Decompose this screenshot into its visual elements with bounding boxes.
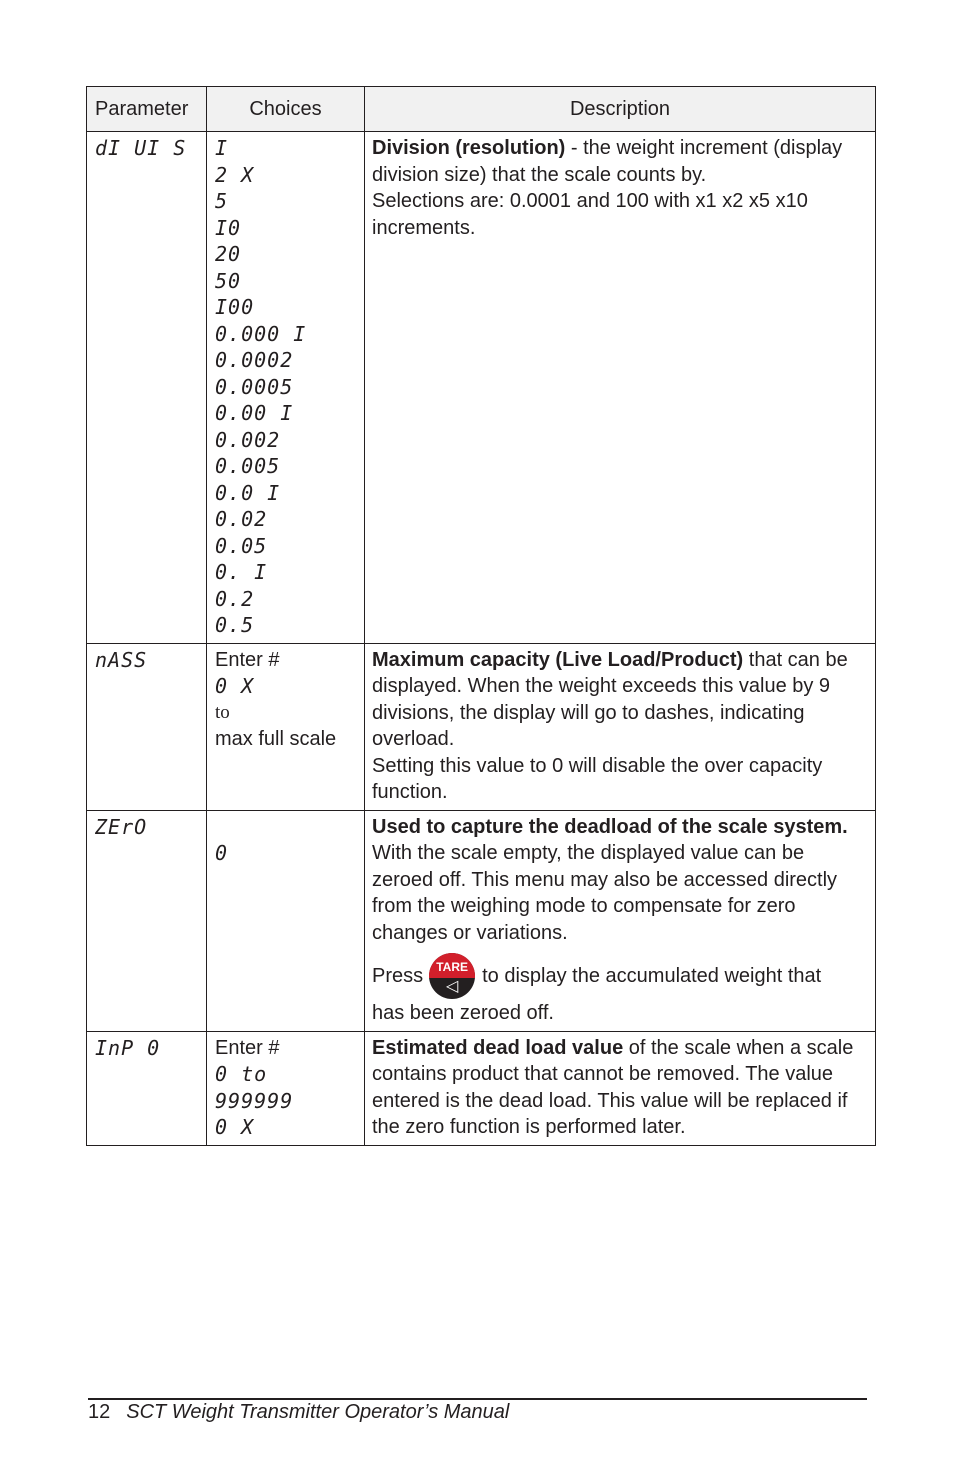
press-before: Press xyxy=(372,964,424,987)
param-cell xyxy=(87,810,207,1031)
description-bold: Maximum capacity (Live Load/Product) xyxy=(372,648,744,671)
description-bold: Division (resolution) xyxy=(372,137,566,159)
tare-arrow-icon: ◁ xyxy=(445,978,459,995)
param-cell xyxy=(87,1031,207,1145)
description-cell xyxy=(365,810,876,1031)
description-cell xyxy=(365,643,876,810)
param-code: ZErO xyxy=(95,814,148,839)
description-text xyxy=(372,137,842,186)
choice-item: 0.002 xyxy=(215,427,281,452)
choice-item: 0.2 xyxy=(215,586,255,611)
choice-label: Enter # xyxy=(215,1036,280,1059)
choices-cell xyxy=(207,810,365,1031)
press-tare-line xyxy=(372,952,868,1000)
choice-item: 0.05 xyxy=(215,533,268,558)
description-rest: - the weight increment (display division size) that the scale counts by. xyxy=(372,137,843,186)
choice-lcd: 0 xyxy=(215,841,229,865)
page-footer xyxy=(88,1401,509,1424)
param-code: nASS xyxy=(95,647,148,672)
press-end: has been zeroed off. xyxy=(372,1002,554,1024)
parameter-table xyxy=(86,86,876,1146)
choice-item: 2 X xyxy=(215,162,255,187)
choice-item: 0.0005 xyxy=(215,374,294,399)
description-bold: Used to capture the deadload of the scale system. xyxy=(372,815,848,838)
tare-key-icon xyxy=(429,953,475,999)
description-extra: Setting this value to 0 will disable the over capacity function. xyxy=(372,754,823,803)
header-description: Description xyxy=(365,87,876,132)
footer-rule xyxy=(88,1398,867,1400)
choice-item: I xyxy=(215,136,229,160)
table-row xyxy=(87,643,876,810)
footer-title: SCT Weight Transmitter Operator’s Manual xyxy=(126,1401,510,1423)
table-row xyxy=(87,1031,876,1145)
description-cell xyxy=(365,1031,876,1145)
description-cell xyxy=(365,132,876,644)
choices-cell xyxy=(207,643,365,810)
tare-key-label: TARE xyxy=(429,953,475,978)
table-row xyxy=(87,810,876,1031)
choice-list xyxy=(215,135,357,639)
table-header-row xyxy=(87,87,876,132)
choices-cell xyxy=(207,132,365,644)
choice-item: I0 xyxy=(215,215,242,240)
choice-item: 0.000 I xyxy=(215,321,307,346)
press-after: to display the accumulated weight that xyxy=(482,964,822,987)
choice-item: 0.00 I xyxy=(215,401,294,425)
choice-item: 0.02 xyxy=(215,507,268,531)
choice-lcd: 0 X xyxy=(215,674,255,698)
choices-cell xyxy=(207,1031,365,1145)
choice-item: 0. I xyxy=(215,560,268,584)
choice-item: 20 xyxy=(215,242,242,266)
description-bold: Estimated dead load value xyxy=(372,1036,624,1059)
param-cell xyxy=(87,643,207,810)
header-parameter: Parameter xyxy=(87,87,207,132)
choice-item: 50 xyxy=(215,268,242,293)
choice-item: I00 xyxy=(215,295,255,319)
description-text xyxy=(372,1037,853,1139)
param-code: InP 0 xyxy=(95,1035,161,1060)
description-rest: that can be displayed. When the weight exceeds this value by 9 divisions, the display will go to dashes, indicating overload. xyxy=(372,648,848,750)
choice-item: 0.5 xyxy=(215,613,255,637)
page-number: 12 xyxy=(88,1401,111,1423)
choice-end: max full scale xyxy=(215,728,337,750)
choice-lcd-2: 0 X xyxy=(215,1115,255,1139)
choice-item: 0.005 xyxy=(215,454,281,478)
choice-lcd: 0 to 999999 xyxy=(215,1062,294,1113)
description-rest: With the scale empty, the displayed value can be zeroed off. This menu may also be accessed directly from the weighing mode to compensate for zero changes or variations. xyxy=(372,842,838,944)
header-choices: Choices xyxy=(207,87,365,132)
choice-to: to xyxy=(215,701,230,723)
description-text xyxy=(372,649,848,751)
param-cell xyxy=(87,132,207,644)
choice-label: Enter # xyxy=(215,648,280,671)
description-text xyxy=(372,816,848,944)
table-row xyxy=(87,132,876,644)
choice-item: 0.0 I xyxy=(215,480,281,505)
param-code: dI UI S xyxy=(95,136,187,160)
description-extra: Selections are: 0.0001 and 100 with x1 x2 x5 x10 increments. xyxy=(372,190,808,239)
choice-item: 0.0002 xyxy=(215,348,294,372)
choice-item: 5 xyxy=(215,189,229,213)
description-rest: of the scale when a scale contains product that cannot be removed. The value entered is the dead load. This value will be replaced if the zero function is performed later. xyxy=(372,1036,854,1138)
